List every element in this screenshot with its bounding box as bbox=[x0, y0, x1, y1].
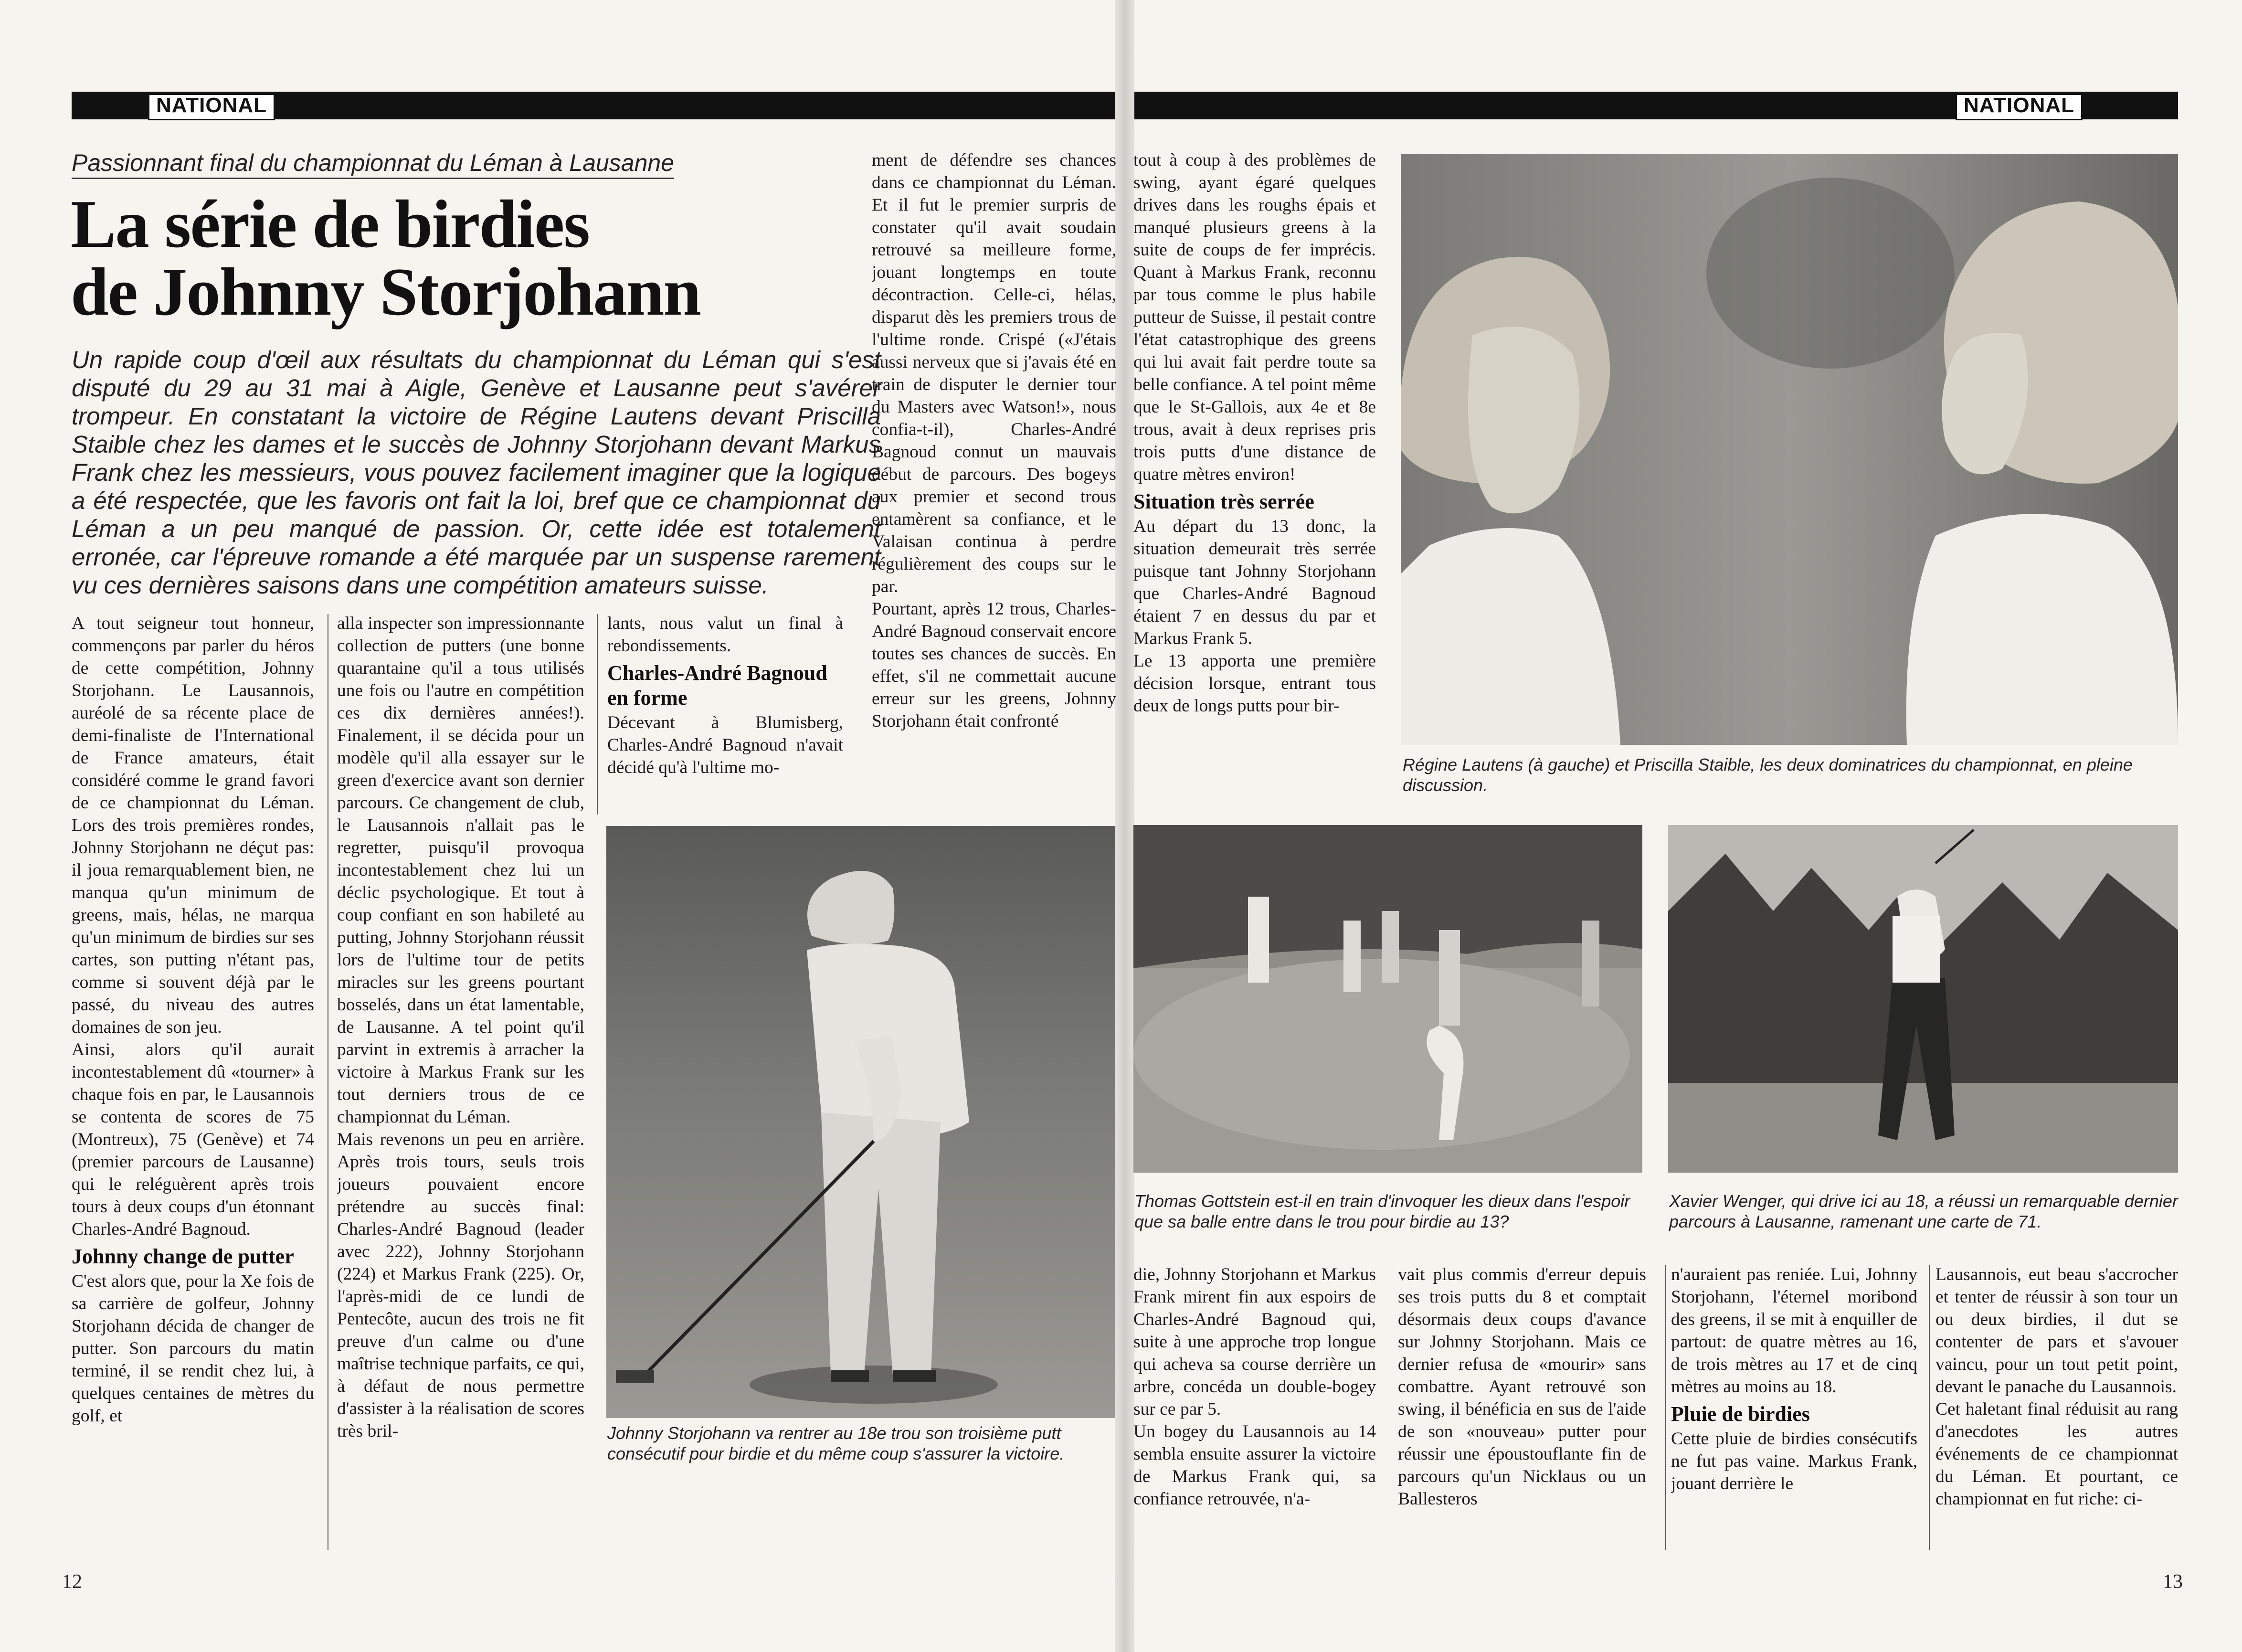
headline-line-2: de Johnny Storjohann bbox=[71, 254, 700, 329]
page-number-right: 13 bbox=[2163, 1571, 2183, 1593]
subheading: Johnny change de putter bbox=[72, 1245, 294, 1268]
wenger-scene bbox=[1668, 825, 2178, 1173]
column-rule bbox=[1929, 1265, 1930, 1550]
rubric-label-left: NATIONAL bbox=[148, 94, 275, 120]
paragraph: Décevant à Blumisberg, Charles-André Bagnoud n'avait décidé qu'à l'ultime mo- bbox=[607, 713, 843, 777]
putting-scene bbox=[606, 826, 1115, 1418]
paragraph: A tout seigneur tout honneur, commençons par parler du héros de cette compétition, Johnny Storjohann. Le Lausannois, auréolé de sa récente place de demi-finaliste de l'International de France amateurs, était considéré comme le grand favori de ce championnat du Léman. Lors des trois premières rondes, Johnny Storjohann ne déçut pas: il joua remarquablement bien, ne manqua qu'un minimum de greens, mais, hélas, ne marqua qu'un minimum de birdies sur ses cartes, son putting n'étant pas, comme si souvent déjà par le passé, du niveau des autres domaines de son jeu. bbox=[72, 614, 314, 1037]
subheading: Pluie de birdies bbox=[1671, 1402, 1810, 1426]
gottstein-scene bbox=[1133, 825, 1642, 1173]
column-rule bbox=[1665, 1265, 1666, 1550]
paragraph: Lausannois, eut beau s'accrocher et tenter de réussir à son tour un ou deux birdies, il dut se contenter de pars et s'avouer vaincu, pour un tout petit point, devant le panache du Lausannois. bbox=[1935, 1265, 2178, 1397]
text-column-8 bbox=[1671, 1263, 1917, 1550]
column-rule bbox=[597, 614, 598, 815]
text-column-7 bbox=[1398, 1263, 1646, 1550]
rubric-label-right: NATIONAL bbox=[1956, 94, 2083, 120]
paragraph: Cette pluie de birdies consécutifs ne fut pas vaine. Markus Frank, jouant derrière le bbox=[1671, 1429, 1917, 1493]
article-kicker: Passionnant final du championnat du Léman à Lausanne bbox=[72, 149, 674, 179]
caption-gottstein: Thomas Gottstein est-il en train d'invoquer les dieux dans l'espoir que sa balle entre dans le trou pour birdie au 13? bbox=[1134, 1191, 1630, 1231]
caption-women: Régine Lautens (à gauche) et Priscilla Staible, les deux dominatrices du championnat, en pleine discussion. bbox=[1403, 755, 2133, 795]
paragraph: Mais revenons un peu en arrière. Après trois tours, seuls trois joueurs pouvaient encore prétendre au succès final: Charles-André Bagnoud (leader avec 222), Johnny Storjohann (224) et Markus Frank (225). Or, l'après-midi de ce lundi de Pentecôte, aucun des trois ne fit preuve d'un calme ou d'une maîtrise technique parfaits, ce qui, à défaut de nous permettre d'assister à la réalisation de scores très bril- bbox=[337, 1130, 584, 1441]
subheading: Situation très serrée bbox=[1133, 490, 1314, 513]
text-column-9 bbox=[1935, 1263, 2178, 1550]
text-column-5 bbox=[1133, 149, 1376, 808]
paragraph: vait plus commis d'erreur depuis ses trois putts du 8 et comptait désormais deux coups d'avance sur Johnny Storjohann. Mais ce dernier refusa de «mourir» sans combattre. Ayant retrouvé son swing, il bénéficia en sus de l'aide de son «nouveau» putter pour réussir une époustouflante fin de parcours qu'un Nicklaus ou un Ballesteros bbox=[1398, 1265, 1646, 1509]
paragraph: n'auraient pas reniée. Lui, Johnny Storjohann, l'éternel moribond des greens, il se mit à enquiller de partout: de quatre mètres au 16, de trois mètres au 17 et de cinq mètres au moins au 18. bbox=[1671, 1265, 1917, 1397]
paragraph: Le 13 apporta une première décision lorsque, entrant tous deux de longs putts pour bir- bbox=[1133, 651, 1376, 716]
text-column-1 bbox=[72, 612, 314, 1551]
paragraph: alla inspecter son impressionnante collection de putters (une bonne quarantaine qu'il a tous utilisés une fois ou l'autre en compétition ces dix dernières années!). Finalement, il se décida pour un modèle qu'il alla essayer sur le green d'exercice avant son dernier parcours. Ce changement de club, le Lausannois n'allait pas le regretter, puisqu'il provoqua incontestablement chez lui un déclic psychologique. Et tout à coup confiant en son habileté au putting, Johnny Storjohann réussit lors de l'ultime tour de petits miracles sur les greens pourtant bosselés, dans un état lamentable, de Lausanne. A tel point qu'il parvint in extremis à arracher la victoire à Markus Frank sur les tout derniers trous de ce championnat du Léman. bbox=[337, 614, 584, 1127]
paragraph: Pourtant, après 12 trous, Charles-André Bagnoud conservait encore toutes ses chances de succès. En effet, s'il ne commettait aucune erreur sur les greens, Johnny Storjohann était confronté bbox=[872, 599, 1116, 731]
paragraph: Cet haletant final réduisit au rang d'anecdotes les autres événements de ce championnat du Léman. Et pourtant, ce championnat en fut riche: ci- bbox=[1935, 1399, 2178, 1509]
photo-gottstein bbox=[1133, 825, 1642, 1173]
paragraph: die, Johnny Storjohann et Markus Frank mirent fin aux espoirs de Charles-André Bagnoud qui, suite à une approche trop longue qui acheva sa course derrière un arbre, concéda un double-bogey sur ce par 5. bbox=[1133, 1265, 1376, 1419]
paragraph: C'est alors que, pour la Xe fois de sa carrière de golfeur, Johnny Storjohann décida de changer de putter. Son parcours du matin terminé, il se rendit chez lui, à quelques centaines de mètres du golf, et bbox=[72, 1271, 314, 1426]
paragraph: Un bogey du Lausannois au 14 sembla ensuite assurer la victoire de Markus Frank qui, sa confiance retrouvée, n'a- bbox=[1133, 1422, 1376, 1509]
text-column-3 bbox=[607, 612, 843, 813]
headline-line-1: La série de birdies bbox=[71, 186, 590, 262]
page-gutter bbox=[1115, 0, 1134, 1652]
paragraph: lants, nous valut un final à rebondissements. bbox=[607, 614, 843, 656]
paragraph: tout à coup à des problèmes de swing, ayant égaré quelques drives dans les roughs épais et manqué plusieurs greens à la suite de coups de fer imprécis. Quant à Markus Frank, reconnu par tous comme le plus habile putteur de Suisse, il pestait contre l'état catastrophique des greens qui lui avait fait perdre toute sa belle confiance. A tel point même que le St-Gallois, aux 4e et 8e trous, avait à deux reprises pris trois putts d'une distance de quatre mètres environ! bbox=[1133, 150, 1376, 484]
subheading: Charles-André Bagnoud en forme bbox=[607, 661, 827, 710]
women-scene bbox=[1401, 154, 2178, 745]
photo-wenger bbox=[1668, 825, 2178, 1173]
paragraph: Ainsi, alors qu'il aurait incontestablement dû «tourner» à chaque fois en par, le Lausannois se contenta de scores de 75 (Montreux), 75 (Genève) et 74 (premier parcours de Lausanne) qui le reléguèrent après trois tours à deux coups d'un étonnant Charles-André Bagnoud. bbox=[72, 1040, 314, 1239]
text-column-2 bbox=[337, 612, 584, 1551]
article-chapeau: Un rapide coup d'œil aux résultats du championnat du Léman qui s'est disputé du 29 au 31 mai à Aigle, Genève et Lausanne peut s'avérer trompeur. En constatant la victoire de Régine Lautens devant Priscilla Staible chez les dames et le succès de Johnny Storjohann devant Markus Frank chez les messieurs, vous pouvez facilement imaginer que la logique a été respectée, que les favoris ont fait la loi, bref que ce championnat du Léman a un peu manqué de passion. Or, cette idée est totalement erronée, car l'épreuve romande a été marquée par un suspense rarement vu ces dernières saisons dans une compétition amateurs suisse. bbox=[72, 346, 881, 599]
paragraph: Au départ du 13 donc, la situation demeurait très serrée puisque tant Johnny Storjohann que Charles-André Bagnoud étaient 7 en dessus du par et Markus Frank 5. bbox=[1133, 517, 1376, 648]
paragraph: ment de défendre ses chances dans ce championnat du Léman. Et il fut le premier surpris de constater qu'il avait soudain retrouvé sa meilleure forme, jouant longtemps en toute décontraction. Celle-ci, hélas, disparut dès les premiers trous de l'ultime ronde. Crispé («J'étais aussi nerveux que si j'avais été en train de disputer le dernier tour du Masters avec Watson!», nous confia-t-il), Charles-André Bagnoud connut un mauvais début de parcours. Des bogeys aux premier et second trous entamèrent sa confiance, et le Valaisan continua à perdre régulièrement des coups sur le par. bbox=[872, 150, 1116, 596]
caption-putting: Johnny Storjohann va rentrer au 18e trou son troisième putt consécutif pour birdie et du même coup s'assurer la victoire. bbox=[607, 1423, 1065, 1463]
caption-wenger: Xavier Wenger, qui drive ici au 18, a réussi un remarquable dernier parcours à Lausanne, ramenant une carte de 71. bbox=[1669, 1191, 2178, 1231]
text-column-4 bbox=[872, 149, 1116, 808]
photo-storjohann-putting bbox=[606, 826, 1115, 1418]
text-column-6 bbox=[1133, 1263, 1376, 1550]
page-number-left: 12 bbox=[62, 1571, 82, 1593]
photo-lautens-staible bbox=[1401, 154, 2178, 745]
